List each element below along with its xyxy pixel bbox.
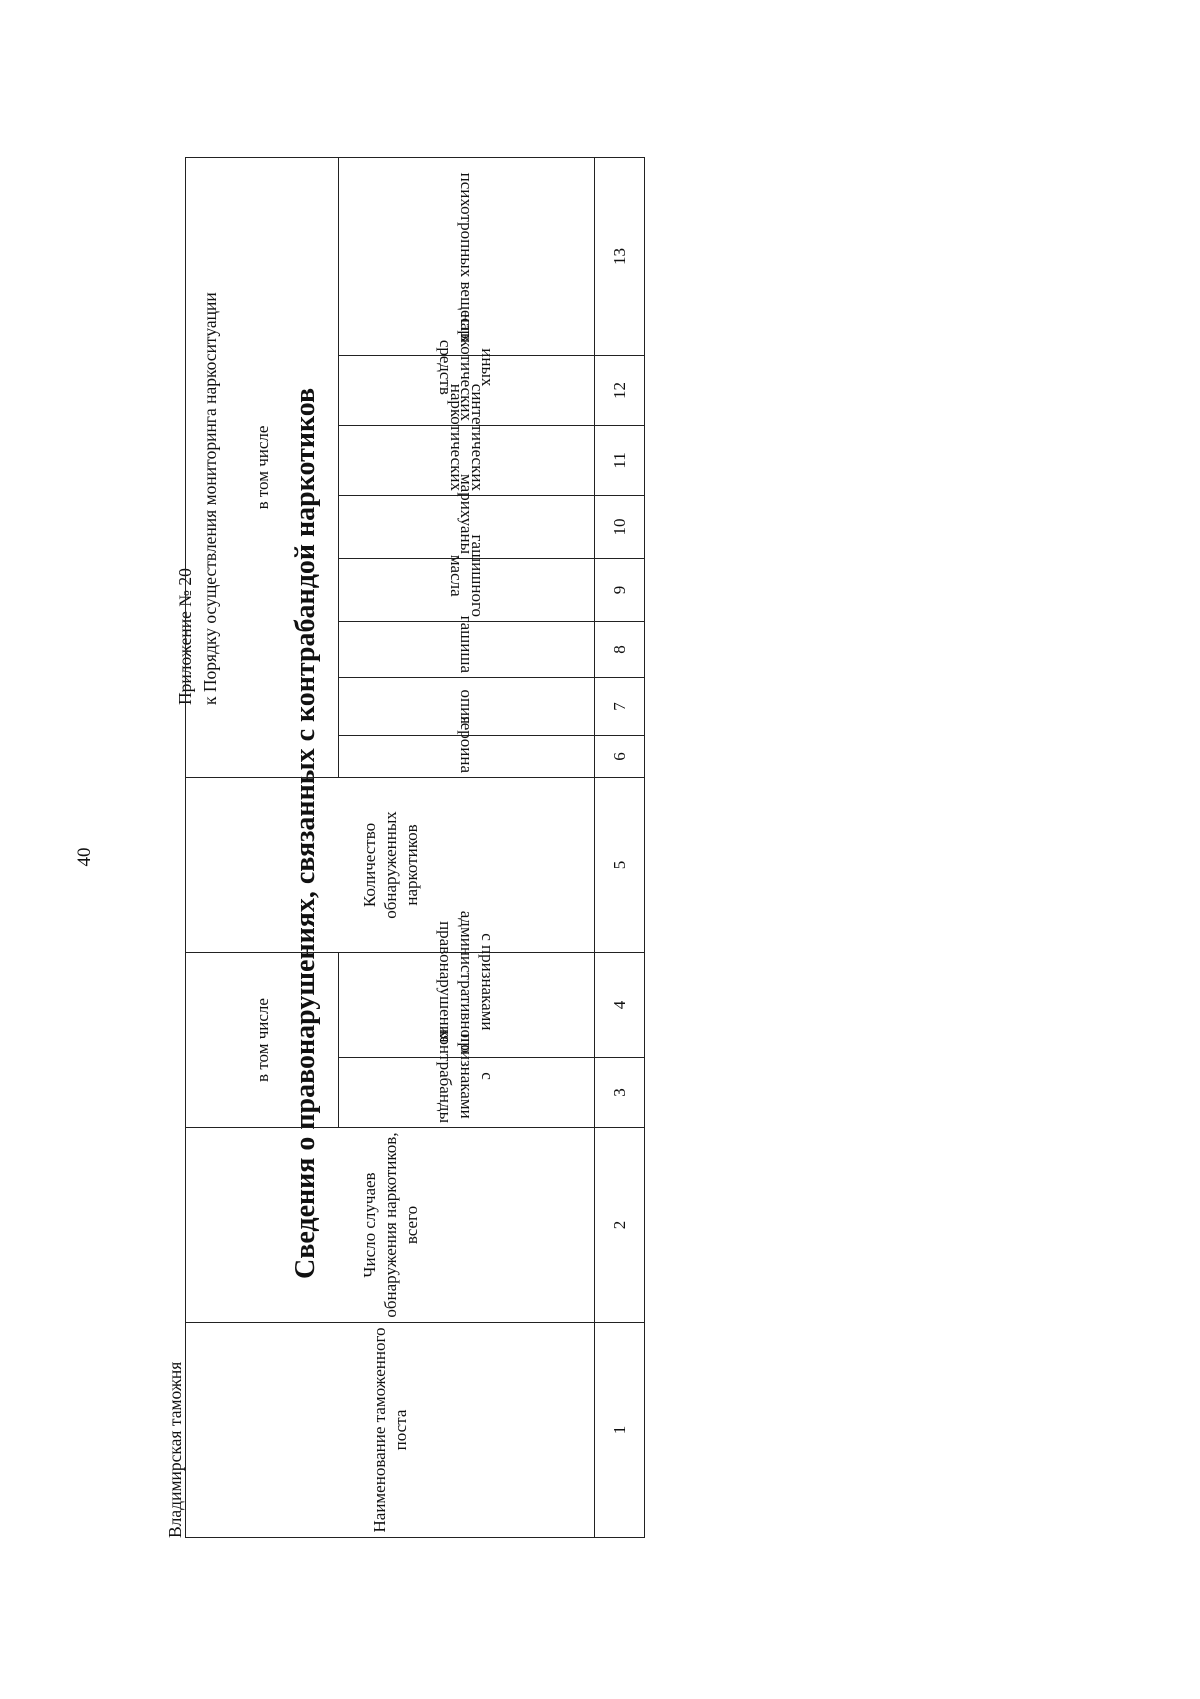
page-number: 40	[74, 847, 95, 867]
col-number: 8	[595, 621, 645, 677]
document-title: Сведения о правонарушениях, связанных с контрабандой наркотиков	[290, 387, 321, 1279]
header-opium: опия	[339, 677, 595, 735]
header-heroin: героина	[339, 735, 595, 777]
col-number: 1	[595, 1323, 645, 1538]
col-number: 6	[595, 735, 645, 777]
header-cases-total: Число случаев обнаружения наркотиков, всего	[186, 1128, 595, 1323]
header-group-substances: в том числе	[186, 157, 339, 777]
header-other-narcotics: иных наркотических средств	[339, 355, 595, 425]
col-number: 13	[595, 157, 645, 355]
col-number: 11	[595, 425, 645, 495]
col-number: 3	[595, 1058, 645, 1128]
header-contraband: с признаками контрабанды	[339, 1058, 595, 1128]
report-table	[185, 158, 645, 1538]
col-number: 7	[595, 677, 645, 735]
header-group-cases: в том числе	[186, 952, 339, 1127]
col-number: 5	[595, 777, 645, 952]
header-psychotropic: психотропных веществ	[339, 157, 595, 355]
header-hashish-oil: гашишного масла	[339, 558, 595, 621]
col-number: 2	[595, 1128, 645, 1323]
header-quantity: Количество обнаруженных наркотиков	[186, 777, 595, 952]
customs-name: Владимирская таможня	[165, 1361, 185, 1538]
header-marijuana: марихуаны	[339, 495, 595, 558]
col-number: 4	[595, 952, 645, 1057]
header-synthetic: синтетических наркотических	[339, 425, 595, 495]
annex-line-2: к Порядку осуществления мониторинга наркоситуации	[200, 292, 220, 705]
header-hashish: гашиша	[339, 621, 595, 677]
column-number-row	[595, 157, 645, 1537]
col-number: 10	[595, 495, 645, 558]
col-number: 9	[595, 558, 645, 621]
annex-line-1: Приложение № 20	[175, 568, 195, 705]
header-post-name: Наименование таможенного поста	[186, 1323, 595, 1538]
col-number: 12	[595, 355, 645, 425]
header-administrative: с признаками административного правонарушения	[339, 952, 595, 1057]
